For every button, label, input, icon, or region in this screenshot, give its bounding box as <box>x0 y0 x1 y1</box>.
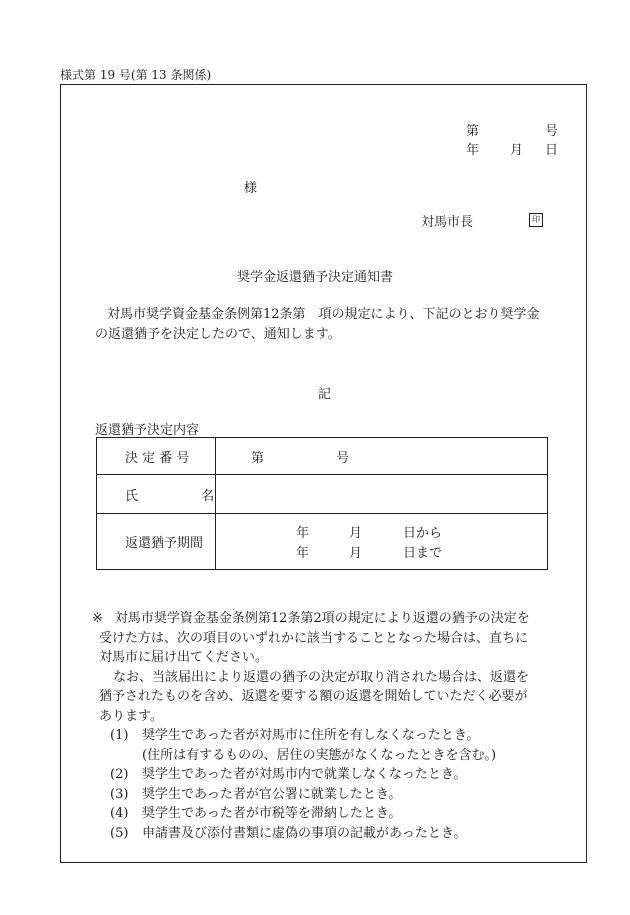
deferral-period-value-cell <box>216 514 548 570</box>
doc-number-prefix: 第 <box>466 124 480 139</box>
document-title: 奨学金返還猶予決定通知書 <box>236 270 393 285</box>
ki-heading: 記 <box>318 387 332 402</box>
list-item: (3) 奨学生であった者が官公署に就業したとき。 <box>110 786 402 802</box>
decision-table <box>96 437 548 570</box>
list-item: (2) 奨学生であった者が対馬市内で就業しなくなったとき。 <box>110 767 467 782</box>
table-caption: 返還猶予決定内容 <box>95 423 200 438</box>
date-day-label: 日 <box>545 143 559 158</box>
from-month: 月 <box>349 525 363 541</box>
list-item: (5) 申請書及び添付書類に虚偽の事項の記載があったとき。 <box>110 825 467 841</box>
name-label-right: 名 <box>201 488 215 504</box>
to-day: 日まで <box>403 545 443 561</box>
list-item: (1) 奨学生であった者が対馬市に住所を有しなくなったとき。 <box>110 728 480 743</box>
notes-p2-line3: あります。 <box>99 708 163 724</box>
decision-number-value-cell <box>216 438 548 475</box>
notes-p1-line2: 受けた方は、次の項目のいずれかに該当することとなった場合は、直ちに <box>99 630 529 646</box>
notes-line <box>92 609 572 629</box>
notes-p2-line1: なお、当該届出により返還の猶予の決定が取り消された場合は、返還を <box>113 669 530 685</box>
deferral-period-label: 返還猶予期間 <box>125 536 204 551</box>
addressee-suffix: 様 <box>244 181 258 196</box>
name-label-cell <box>97 475 216 514</box>
deferral-period-label-cell <box>97 514 216 570</box>
name-label-left: 氏 <box>125 488 139 504</box>
date-month-label: 月 <box>510 143 524 158</box>
date-year-label: 年 <box>466 143 480 158</box>
body-line-1: 対馬市奨学資金基金条例第12条第 項の規定により、下記のとおり奨学金 <box>107 307 540 322</box>
sender-title: 対馬市長 <box>421 215 474 230</box>
from-year: 年 <box>296 525 310 541</box>
notes-p1-line1: 対馬市奨学資金基金条例第12条第2項の規定により返還の猶予の決定を <box>114 611 530 626</box>
table-row <box>97 514 548 570</box>
decision-number-label: 決 定 番 号 <box>125 450 190 466</box>
form-number-label: 様式第 19 号(第 13 条関係) <box>60 68 212 82</box>
doc-number-suffix: 号 <box>545 124 559 139</box>
decision-number-suffix: 号 <box>336 450 350 466</box>
name-value-cell <box>216 475 548 514</box>
list-item: (4) 奨学生であった者が市税等を滞納したとき。 <box>110 806 402 821</box>
note-mark: ※ <box>92 611 103 626</box>
table-row <box>97 438 548 475</box>
to-month: 月 <box>349 545 363 561</box>
table-row <box>97 475 548 514</box>
decision-number-label-cell <box>97 438 216 475</box>
notes-section <box>92 609 572 843</box>
seal-stamp: 印 <box>529 213 543 227</box>
to-year: 年 <box>296 545 310 561</box>
notes-p2-line2: 猶予されたものを含め、返還を要する額の返還を開始していただく必要が <box>99 689 528 704</box>
notes-p1-line3: 対馬市に届け出てください。 <box>99 650 269 665</box>
decision-number-prefix: 第 <box>251 450 265 466</box>
from-day: 日から <box>403 525 443 541</box>
body-line-2: の返還猶予を決定したので、通知します。 <box>95 327 341 342</box>
list-item: (住所は有するものの、居住の実態がなくなったときを含む。) <box>142 747 497 763</box>
